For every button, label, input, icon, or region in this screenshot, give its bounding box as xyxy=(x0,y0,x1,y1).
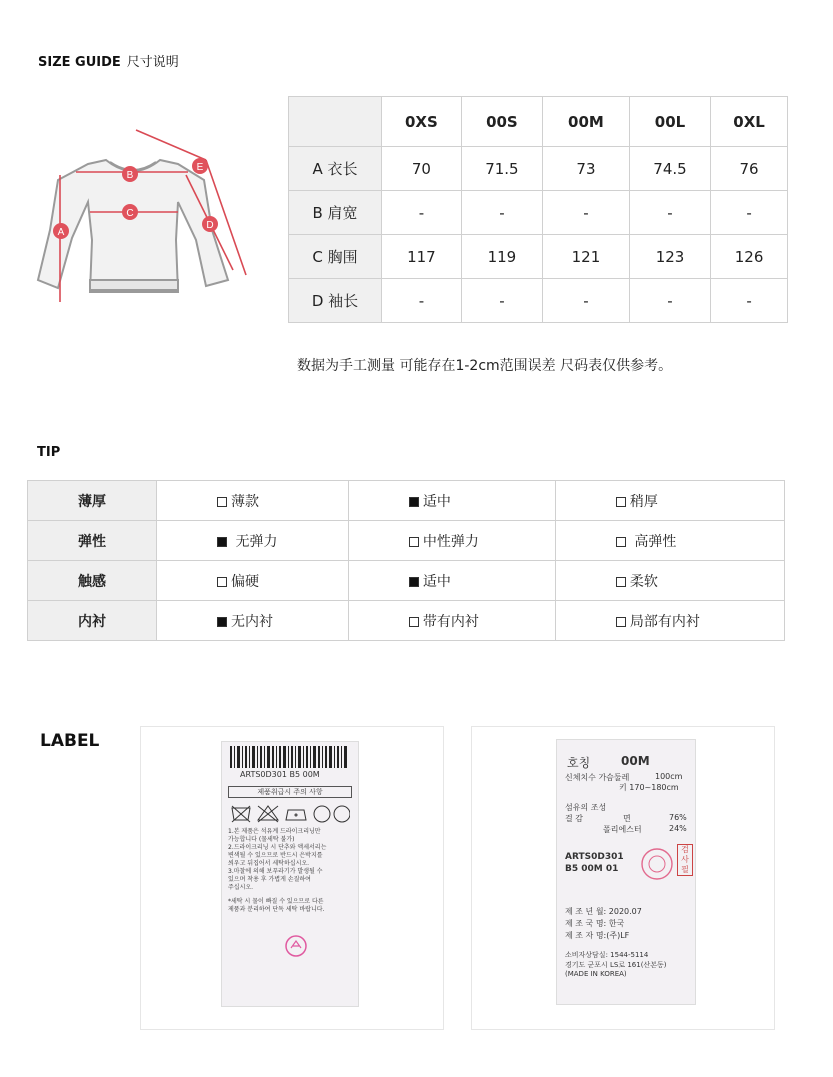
care-line: *세탁 시 물이 빠질 수 있으므로 다른 xyxy=(228,898,324,905)
size-col-header: 00S xyxy=(461,97,542,147)
size-cell: - xyxy=(543,191,630,235)
size-col-header: 0XL xyxy=(711,97,788,147)
size-cell: 126 xyxy=(711,235,788,279)
tip-row-lining xyxy=(28,601,785,641)
size-cell: - xyxy=(382,191,462,235)
svg-text:D: D xyxy=(206,220,214,231)
size-tag-maker: 제 조 자 명:(주)LF xyxy=(565,931,630,940)
size-cell: - xyxy=(629,279,710,323)
size-row-label: A 衣长 xyxy=(289,147,382,191)
unchecked-box-icon xyxy=(409,537,419,547)
tip-option-text: 无内衬 xyxy=(231,613,273,630)
size-cell: - xyxy=(711,279,788,323)
unchecked-box-icon xyxy=(217,577,227,587)
size-cell: 70 xyxy=(382,147,462,191)
care-line: 3.마찰에 의해 보푸라기가 발생될 수 xyxy=(228,868,323,875)
svg-text:A: A xyxy=(57,227,65,238)
size-tag-style-code-1: ARTS0D301 xyxy=(565,852,624,862)
tip-option-text: 柔软 xyxy=(629,573,658,590)
size-tag-date: 제 조 년 월: 2020.07 xyxy=(565,907,642,916)
care-line: 2.드라이크리닝 시 단추와 액세서리는 xyxy=(228,844,327,851)
svg-text:B: B xyxy=(126,170,134,181)
size-cell: 71.5 xyxy=(461,147,542,191)
size-label-photo xyxy=(471,726,775,1030)
label-heading: LABEL xyxy=(40,731,100,751)
size-tag-composition-title: 섬유의 조성 xyxy=(565,803,607,812)
tip-option-text: 无弹力 xyxy=(231,533,278,550)
marker-a xyxy=(53,223,69,239)
tip-row-label: 触感 xyxy=(28,561,157,601)
checked-box-icon xyxy=(409,497,419,507)
unchecked-box-icon xyxy=(217,497,227,507)
tip-row-elasticity xyxy=(28,521,785,561)
tip-option-text: 中性弹力 xyxy=(422,533,479,550)
tip-option xyxy=(555,601,784,641)
marker-d xyxy=(202,216,218,232)
tip-option xyxy=(348,481,555,521)
marker-e xyxy=(192,158,208,174)
tip-option xyxy=(555,481,784,521)
size-tag-size-label: 호칭 xyxy=(567,756,591,770)
size-cell: - xyxy=(711,191,788,235)
tip-row-label: 弹性 xyxy=(28,521,157,561)
care-line: 주십시오. xyxy=(228,884,254,891)
size-tag-country: 제 조 국 명: 한국 xyxy=(565,919,625,928)
size-table-header xyxy=(289,97,788,147)
care-line: 가능합니다 (물세탁 불가) xyxy=(228,836,295,843)
measurement-note: 数据为手工测量 可能存在1-2cm范围误差 尺码表仅供参考。 xyxy=(297,358,673,374)
tip-option-text: 偏硬 xyxy=(231,573,259,590)
tip-option-text: 稍厚 xyxy=(629,493,658,510)
tip-option-text: 高弹性 xyxy=(629,533,677,550)
unchecked-box-icon xyxy=(409,617,419,627)
care-tag-code: ARTS0D301 B5 00M xyxy=(240,770,320,779)
tip-row-label: 内衬 xyxy=(28,601,157,641)
size-tag-made-in: (MADE IN KOREA) xyxy=(565,970,627,978)
tip-option-text: 薄款 xyxy=(231,493,259,510)
tip-table xyxy=(27,480,785,641)
tip-row-thickness xyxy=(28,481,785,521)
care-line: 1.본 제품은 석유계 드라이크리닝만 xyxy=(228,828,321,835)
care-instructions xyxy=(228,828,326,914)
checked-box-icon xyxy=(217,617,227,627)
unchecked-box-icon xyxy=(616,577,626,587)
size-guide-subtitle: 尺寸说明 xyxy=(126,55,179,70)
size-table xyxy=(288,96,788,323)
size-row-label: D 袖长 xyxy=(289,279,382,323)
size-cell: - xyxy=(461,191,542,235)
size-row-label: C 胸围 xyxy=(289,235,382,279)
care-tag-header: 제품취급시 주의 사항 xyxy=(228,786,352,798)
size-tag-body-label: 신체치수 가슴둘레 xyxy=(565,773,630,782)
size-tag-address: 경기도 군포시 LS로 161(산본동) xyxy=(565,961,667,969)
size-row-sleeve xyxy=(289,279,788,323)
size-col-header: 00L xyxy=(629,97,710,147)
tip-option xyxy=(157,521,349,561)
care-line: 씌우고 뒤집어서 세탁하십시오. xyxy=(228,860,310,867)
care-line: 변색될 수 있으므로 반드시 은박지를 xyxy=(228,852,323,859)
tip-option xyxy=(348,561,555,601)
size-cell: - xyxy=(629,191,710,235)
size-tag-comp1-pct: 76% xyxy=(669,813,687,822)
size-tag-chest-value: 100cm xyxy=(655,772,683,781)
size-row-label: B 肩宽 xyxy=(289,191,382,235)
marker-b xyxy=(122,166,138,182)
size-col-header: 0XS xyxy=(382,97,462,147)
tip-heading: TIP xyxy=(37,445,61,460)
tip-option xyxy=(348,601,555,641)
svg-text:C: C xyxy=(126,208,134,219)
tip-row-texture xyxy=(28,561,785,601)
size-cell: - xyxy=(382,279,462,323)
size-guide-heading xyxy=(38,51,179,70)
size-tag-height: 키 170~180cm xyxy=(619,783,679,792)
size-row-shoulder xyxy=(289,191,788,235)
size-cell: 74.5 xyxy=(629,147,710,191)
size-tag-style-code-2: B5 00M 01 xyxy=(565,864,619,874)
size-cell: 119 xyxy=(461,235,542,279)
size-cell: 76 xyxy=(711,147,788,191)
size-tag-comp1-material: 면 xyxy=(623,814,631,823)
inspection-stamp-icon xyxy=(639,846,675,882)
unchecked-box-icon xyxy=(616,617,626,627)
checked-box-icon xyxy=(409,577,419,587)
tip-row-label: 薄厚 xyxy=(28,481,157,521)
size-row-chest xyxy=(289,235,788,279)
tip-option xyxy=(157,561,349,601)
size-tag-comp-label: 걸 감 xyxy=(565,814,583,823)
care-line: 있으며 착용 후 가볍게 손질하여 xyxy=(228,876,311,883)
size-tag-phone: 소비자상담실: 1544-5114 xyxy=(565,951,649,959)
tip-option-text: 局部有内衬 xyxy=(629,613,700,630)
tip-option-text: 适中 xyxy=(422,493,451,510)
size-cell: - xyxy=(543,279,630,323)
size-row-length xyxy=(289,147,788,191)
care-label-photo xyxy=(140,726,444,1030)
tip-option-text: 带有内衬 xyxy=(422,613,479,630)
tip-option xyxy=(157,481,349,521)
size-cell: 117 xyxy=(382,235,462,279)
size-cell: 73 xyxy=(543,147,630,191)
barcode-icon xyxy=(230,746,350,768)
size-tag-size-value: 00M xyxy=(621,754,650,768)
sweater-measurement-diagram xyxy=(28,120,258,310)
size-tag-comp2-pct: 24% xyxy=(669,824,687,833)
svg-text:E: E xyxy=(196,162,204,173)
size-tag-comp2-material: 폴리에스터 xyxy=(603,825,642,834)
checked-box-icon xyxy=(217,537,227,547)
tip-option xyxy=(348,521,555,561)
inspection-label: 검사필 xyxy=(677,844,693,876)
size-cell: 123 xyxy=(629,235,710,279)
size-guide-title: SIZE GUIDE xyxy=(38,55,121,70)
stamp-icon xyxy=(284,934,308,958)
unchecked-box-icon xyxy=(616,497,626,507)
tip-option xyxy=(555,561,784,601)
unchecked-box-icon xyxy=(616,537,626,547)
care-symbols-icon xyxy=(230,802,350,824)
tip-option xyxy=(157,601,349,641)
care-line: 제품과 분리하여 단독 세탁 바랍니다. xyxy=(228,906,325,913)
size-cell: - xyxy=(461,279,542,323)
size-table-corner xyxy=(289,97,382,147)
size-cell: 121 xyxy=(543,235,630,279)
size-col-header: 00M xyxy=(543,97,630,147)
marker-c xyxy=(122,204,138,220)
care-tag xyxy=(221,741,359,1007)
size-tag xyxy=(556,739,696,1005)
tip-option-text: 适中 xyxy=(422,573,451,590)
tip-option xyxy=(555,521,784,561)
